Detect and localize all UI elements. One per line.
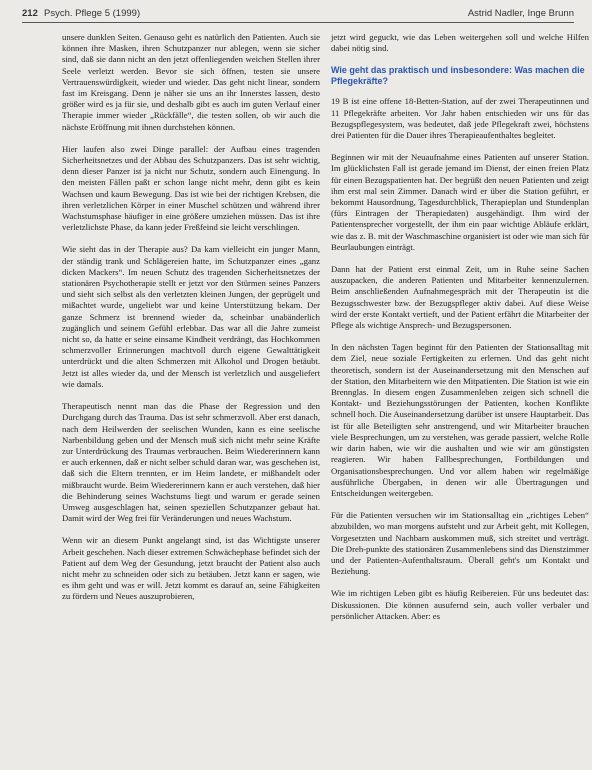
left-paragraph-4: Therapeutisch nennt man das die Phase der Regression und den Durchgang durch das Trauma. Das ist sehr schmerzvoll. Aber erst danach, nach dem Heilwerden der seelischen Wunden, kann es eine seelische Narbenbildung geben und der Mensch muß sich nicht mehr seine Kräfte zur Unterdrückung des Traumas verbrauchen. Beim Wiedererinnern kann er auch erkennen, daß er nicht selber schuld daran war, was geschehen ist, daß sich die Eltern trennten, er im Heim landete, er mißhandelt oder mißbraucht wurde. Beim Wiedererinnern kann er auch verstehen, daß hier die Behinderung seines Wachstums liegt und warum er gerade seinen Umweg ausgeschlagen hat, seinen speziellen Schutzpanzer gebaut hat. Damit wird der Weg frei für Veränderungen und neues Wachstum. [62,401,320,524]
left-paragraph-5: Wenn wir an diesem Punkt angelangt sind, ist das Wichtigste unserer Arbeit geschehen. Nach dieser extremen Schwächephase befindet sich der Patient auf dem Weg der Gesundung, jetzt braucht der Patient also auch nicht mehr zu schneiden oder sich zu betäuben. Jetzt kann er sagen, wie es ihm geht und was er will. Jetzt kommt es darauf an, seine Fähigkeiten zu fördern und Neues auszuprobieren, [62,535,320,602]
header-rule [22,22,574,23]
right-paragraph-4: In den nächsten Tagen beginnt für den Patienten der Stationsalltag mit dem Ziel, neue soziale Fertigkeiten zu erlernen. Und das geht nicht theoretisch, sondern ist der Auseinandersetzung mit den Menschen auf der Station, den Mitarbeitern wie den Mitpatienten. Die Station ist wie ein Brennglas. In diesem engen Zusammenleben zeigen sich schnell die Kontakt- und Beziehungsstörungen der Patienten, kochen Konflikte schnell hoch. Die Auseinandersetzung darüber ist unsere Hauptarbeit. Das ist für alle Beteiligten sehr anstrengend, und wir Mitarbeiter brauchen viele Besprechungen, um zu verstehen, was gerade passiert, welche Rolle wir darin haben, wie wir die aushalten und wie wir am günstigsten reagieren. Wir haben Fallbesprechungen, Fortbildungen und Organisationsbesprechungen. Und vor allem haben wir regelmäßige ausführliche Übergaben, in denen wir alle Übertragungen und Entscheidungen weitergeben. [331,342,589,498]
journal-reference: Psych. Pflege 5 (1999) [44,8,141,19]
left-paragraph-3: Wie sieht das in der Therapie aus? Da kam vielleicht ein junger Mann, der ständig trank und Schlägereien hatte, im Schutzpanzer eines „ganz dicken Mackers“. Im neuen Schutz des tragenden Sicherheitsnetzes der stationären Psychotherapie stellt er jetzt vor den Stürmen seines Panzers und sieht sich selbst als den verletzten kleinen Jungen, der geprügelt und mißachtet wurde, ungeliebt war und keine Unterstützung bekam. Der ganze Schmerz ist brennend wieder da, scheinbar unabänderlich zugänglich und seinem Gefühl erlebbar. Das war all die Jahre zumeist nicht so, da hatte er seine einsame Kindheit verdrängt, das Hochkommen schmerzvoller Erinnerungen machtvoll durch eigene Gewalttätigkeit unterdrückt und die alten Schmerzen mit Alkohol und Drogen betäubt. Jetzt ist alles wieder da, und der Mensch ist verletzlich und ausgeliefert wie damals. [62,244,320,389]
left-paragraph-1: unsere dunklen Seiten. Genauso geht es natürlich den Patienten. Auch sie können ihre Masken, ihren Schutzpanzer nur ablegen, wenn sie sicher sind, daß sie dann nicht an den jetzt offenliegenden weichen Stellen ihrer Seele verletzt werden. Bevor sie sich öffnen, testen sie unsere Vertrauenswürdigkeit, wieder und wieder. Das geht nicht linear, sondern fast im Kreisgang. Denn je näher sie uns an ihr Innerstes lassen, desto größer wird es ja für sie, und deshalb gibt es auch im guten Verlauf einer Therapie immer wieder „Rückfälle“, die testen sollen, ob wir auch die nächste Eröffnung mit ihnen durchstehen können. [62,32,320,132]
left-column [62,32,320,614]
right-paragraph-intro: jetzt wird geguckt, wie das Leben weitergehen soll und welche Hilfen dabei nötig sind. [331,32,589,54]
right-paragraph-3: Dann hat der Patient erst einmal Zeit, um in Ruhe seine Sachen auszupacken, die anderen Patienten und Mitarbeiter kennenzulernen. Beim anschließenden Aufnahmegespräch mit der Therapeutin ist die Bezugsschwester bzw. der Bezugspfleger aktiv dabei. Auf diese Weise wird der erste Kontakt vertieft, und der Patient erfährt die Mitarbeiter der Pflege als wichtige Ansprech- und Bezugspersonen. [331,264,589,331]
right-paragraph-1: 19 B ist eine offene 18-Betten-Station, auf der zwei Therapeutinnen und 11 Pflegekräfte arbeiten. Vor Jahr haben entschieden wir uns für das Bezugspflegesystem, was bedeutet, daß jede Pflegekraft zwei, höchstens drei Patienten für die Dauer ihres Therapieaufenthaltes begleitet. [331,96,589,141]
section-heading: Wie geht das praktisch und insbesondere: Was machen die Pflegekräfte? [331,65,585,87]
right-column [331,32,589,633]
right-paragraph-5: Für die Patienten versuchen wir im Stationsalltag ein „richtiges Leben“ abzubilden, wo man morgens aufsteht und zur Arbeit geht, mit Kollegen, Vorgesetzten und Nachbarn auskommen muß, sich streitet und verträgt. Die Dreh-punkte des stationären Zusammenlebens sind das Dienstzimmer und der Patienten-Aufenthaltsraum. Überall geht's um Kontakt und Beziehung. [331,510,589,577]
left-paragraph-2: Hier laufen also zwei Dinge parallel: der Aufbau eines tragenden Sicherheitsnetzes und der Abbau des Schutzpanzers. Das ist sehr wichtig, denn dieser Panzer ist ja nicht nur Schutz, sondern auch Einengung. In den meisten Fällen paßt er schon lange nicht mehr, denn gibt es kein Wachsen und kaum Bewegung. Das ist wie bei der richtigen Krebsen, die ihren verletzlichen Körper in einer Muschel schützen und während ihrer Wachstumsphase häufiger in eine größere umziehen müssen. Das ist ihre verletzlichste Phase, da kann jeder Freßfeind sie leicht verschlingen. [62,143,320,233]
right-paragraph-2: Beginnen wir mit der Neuaufnahme eines Patienten auf unserer Station. Im glücklichsten Fall ist gerade jemand im Dienst, der einen freien Platz für einen Bezugspatienten hat. Der begrüßt den neuen Patienten und zeigt ihm erst mal sein Zimmer. Danach wird er über die Station geführt, er bekommt Hausordnung, Tagesdurchblick, Therapieplan und Stundenplan (fürs Eintragen der Therapiedaten) ausgehändigt. Ihm wird der Patientensprecher vorgestellt, der ihm ein paar wichtige Abläufe erklärt, wie das z. B. mit der Waschmaschine organisiert ist oder wie man sich für Beurlaubungen einträgt. [331,152,589,252]
author-names: Astrid Nadler, Inge Brunn [467,8,574,19]
right-paragraph-6: Wie im richtigen Leben gibt es häufig Reibereien. Für uns bedeutet das: Diskussionen. Die können ausufernd sein, auch voller verbaler und persönlicher Attacken. Aber: es [331,588,589,621]
page-number: 212 [22,8,38,19]
